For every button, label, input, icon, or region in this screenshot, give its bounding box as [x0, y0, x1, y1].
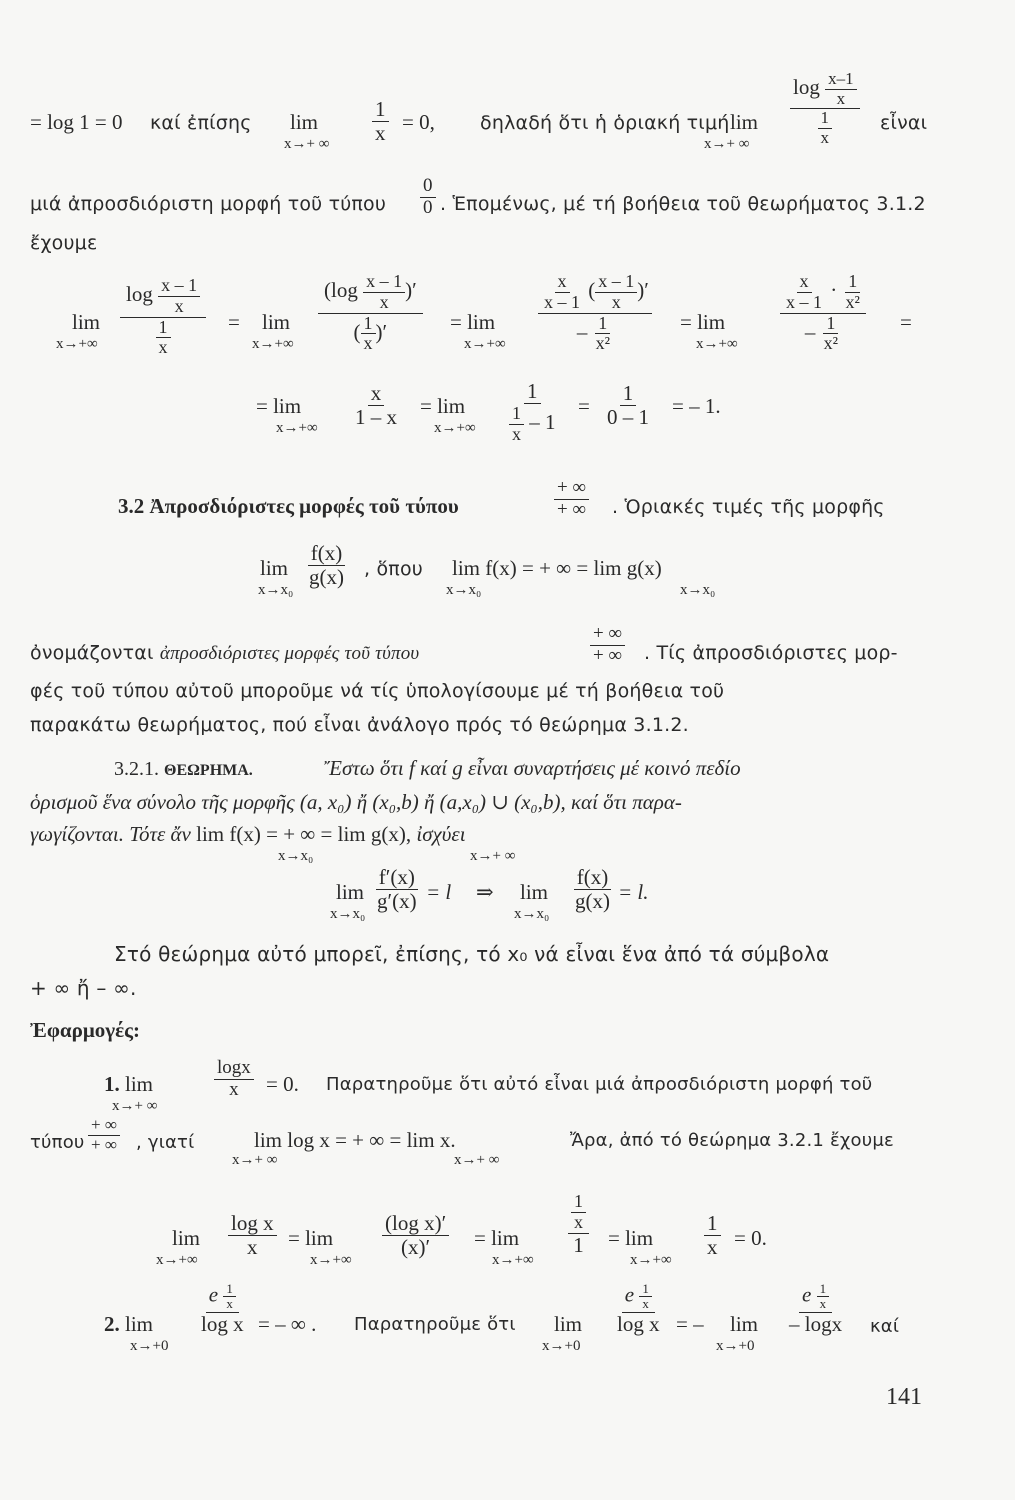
f1-sub3: x→x₀: [680, 582, 716, 598]
app1-l2-frac: $\frac{+ \infty}{+ \infty}$: [88, 1116, 120, 1154]
section-heading: 3.2 Ἀπροσδιόριστες μορφές τοῦ τύπου: [118, 494, 459, 518]
d1-lim2: lim: [262, 310, 291, 334]
theorem-lim2-sub: x→x₀: [514, 906, 550, 922]
app1-text: Παρατηροῦμε ὅτι αὐτό εἶναι μιά ἀπροσδιόριστη μορφή τοῦ: [326, 1074, 873, 1095]
app1-l2-a: τύπου: [30, 1132, 85, 1153]
app2-sub2: x→+0: [542, 1338, 581, 1354]
text-kai: καί ἐπίσης: [150, 112, 252, 134]
theorem-frac: $\frac{f(x)}{g(x)}$: [575, 865, 610, 914]
section-after: . Ὁριακές τιμές τῆς μορφῆς: [612, 496, 885, 518]
d1-sub: x→+∞: [56, 336, 98, 352]
theorem-eq-l2: = l.: [618, 880, 649, 904]
app1-l2-sub1: x→+ ∞: [232, 1152, 278, 1168]
theorem-eq-l: = l: [426, 880, 452, 904]
app1-d-frac3: $\frac{\frac{1}{x}}{1}$: [568, 1192, 589, 1257]
f1-condition: lim f(x) = + ∞ = lim g(x): [452, 556, 662, 580]
theorem-line3: γωγίζονται. Τότε ἄν lim f(x) = + ∞ = lim g(x), ἰσχύει: [30, 822, 466, 846]
d1-eq1: =: [228, 310, 240, 334]
d1-frac1: log $\frac{x - 1}{x}$ $\frac{1}{x}$: [120, 276, 206, 358]
app1-d-eq1: = lim: [288, 1226, 334, 1250]
lim-sub-2: x→+ ∞: [704, 136, 750, 152]
app2-lim3: lim: [730, 1312, 759, 1336]
app1-d-frac1: $\frac{\text{log x}}{x}$: [228, 1212, 277, 1259]
section-frac: $\frac{+ \infty}{+ \infty}$: [554, 478, 589, 521]
app2-eq2: = –: [676, 1312, 704, 1336]
theorem-sub2: x→+ ∞: [470, 848, 516, 864]
text-line2-b: . Ἑπομένως, μέ τή βοήθεια τοῦ θεωρήματος 3.1.2: [440, 193, 926, 215]
app1-sub: x→+ ∞: [112, 1098, 158, 1114]
big-fraction-1: log $\frac{x-1}{x}$ $\frac{1}{x}$: [790, 70, 860, 148]
app2-num: 2. lim: [104, 1312, 154, 1336]
theorem-implies: ⇒: [476, 880, 494, 904]
d2-frac3: $\frac{1}{0 - 1}$: [607, 381, 649, 430]
app1-frac: $\frac{\log x}{x}$: [214, 1058, 254, 1101]
text-line2: μιά ἀπροσδιόριστη μορφή τοῦ τύπου: [30, 193, 387, 215]
app2-text: Παρατηροῦμε ὅτι: [354, 1314, 516, 1335]
app1-eq: = 0.: [266, 1072, 299, 1096]
para1-line3: παρακάτω θεωρήματος, πού εἶναι ἀνάλογο πρός τό θεώρημα 3.1.2.: [30, 714, 689, 736]
f1-opou: , ὅπου: [364, 558, 423, 580]
app1-d-frac4: $\frac{1}{x}$: [704, 1212, 721, 1259]
app1-d-end: = 0.: [734, 1226, 767, 1250]
d2-sub: x→+∞: [276, 420, 318, 436]
app2-sub3: x→+0: [716, 1338, 755, 1354]
app1-d-eq3: = lim: [608, 1226, 654, 1250]
d1-eq2: = lim: [450, 310, 496, 334]
para1-line1-b: . Τίς ἀπροσδιόριστες μορ-: [644, 642, 898, 664]
eq-zero: = 0,: [402, 110, 435, 134]
app2-lim2: lim: [554, 1312, 583, 1336]
app1-d-lim1: lim: [172, 1226, 201, 1250]
d1-lim: lim: [72, 310, 101, 334]
f1-sub: x→x₀: [258, 582, 294, 598]
theorem-line1: Ἔστω ὅτι f καί g εἶναι συναρτήσεις μέ κοινό πεδίο: [324, 756, 741, 780]
frac-zero-zero: $\frac{0}{0}$: [420, 176, 436, 219]
app1-d-sub1: x→+∞: [156, 1252, 198, 1268]
app1-l2-c: lim log x = + ∞ = lim x.: [254, 1128, 456, 1152]
theorem-number: 3.2.1. ΘΕΩΡΗΜΑ.: [114, 758, 253, 780]
para2-line1: Στό θεώρημα αὐτό μπορεῖ, ἐπίσης, τό x₀ νά εἶναι ἕνα ἀπό τά σύμβολα: [114, 942, 830, 966]
app1-d-sub3: x→+∞: [492, 1252, 534, 1268]
d2-sub2: x→+∞: [434, 420, 476, 436]
app1-d-sub4: x→+∞: [630, 1252, 672, 1268]
text-exoume: ἔχουμε: [30, 232, 98, 254]
d2-result: = – 1.: [672, 394, 721, 418]
app1-d-sub2: x→+∞: [310, 1252, 352, 1268]
app1-l2-sub2: x→+ ∞: [454, 1152, 500, 1168]
fraction-1-x: $\frac{1}{x}$: [372, 98, 389, 145]
lim-label-2: lim: [730, 110, 759, 134]
d2-lim2: = lim: [420, 394, 466, 418]
d2-frac2: 1 $\frac{1}{x}$ – 1: [506, 380, 559, 445]
para1-line1: ὀνομάζονται ἀπροσδιόριστες μορφές τοῦ τύπου: [30, 642, 420, 664]
app2-frac3: e $\frac{1}{x}$ – logx: [789, 1281, 843, 1336]
app2-sub: x→+0: [130, 1338, 169, 1354]
app2-eq: = – ∞ .: [258, 1312, 317, 1336]
f1-sub2: x→x₀: [446, 582, 482, 598]
theorem-lim1-sub: x→x₀: [330, 906, 366, 922]
d1-frac3: $\frac{x}{x - 1}$ ( $\frac{x - 1}{x}$ )′ – $\frac{1}{\text{x²}}$: [538, 272, 652, 354]
app1-num: 1. lim: [104, 1072, 154, 1096]
text-einai: εἶναι: [880, 112, 928, 134]
f1-lim: lim: [260, 556, 289, 580]
theorem-lim2: lim: [520, 880, 549, 904]
d1-frac4: $\frac{x}{x - 1}$ · $\frac{1}{\text{x²}}$ – $\frac{1}{\text{x²}}$: [780, 272, 866, 354]
theorem-lim1: lim: [336, 880, 365, 904]
app2-kai: καί: [870, 1316, 900, 1337]
d2-lim: = lim: [256, 394, 302, 418]
f1-frac: $\frac{f(x)}{g(x)}$: [309, 541, 344, 590]
d2-frac1: $\frac{x}{1 - x}$: [355, 381, 397, 430]
d1-frac2: (log $\frac{x - 1}{x}$ )′ ( $\frac{1}{x}$ )′: [318, 272, 423, 354]
para1-frac: $\frac{+ \infty}{+ \infty}$: [590, 624, 625, 667]
app2-frac2: e $\frac{1}{x}$ log x: [617, 1281, 660, 1336]
para1-line2: φές τοῦ τύπου αὐτοῦ μποροῦμε νά τίς ὑπολογίσουμε μέ τή βοήθεια τοῦ: [30, 680, 725, 702]
d1-sub4: x→+∞: [696, 336, 738, 352]
d1-sub3: x→+∞: [464, 336, 506, 352]
para2-line2: + ∞ ἤ – ∞.: [30, 976, 137, 1000]
theorem-frac-prime: $\frac{f'(x)}{g'(x)}$: [377, 865, 417, 914]
lim-sub: x→+ ∞: [284, 136, 330, 152]
text-dilad: δηλαδή ὅτι ἡ ὁριακή τιμή: [480, 112, 730, 134]
d1-sub2: x→+∞: [252, 336, 294, 352]
d1-eq3: = lim: [680, 310, 726, 334]
theorem-line2: ὁρισμοῦ ἕνα σύνολο τῆς μορφῆς (a, x₀) ἤ (x₀,b) ἤ (a,x₀) ∪ (x₀,b), καί ὅτι παρα-: [30, 790, 682, 814]
applications-title: Ἐφαρμογές:: [30, 1018, 140, 1042]
app1-l2-b: , γιατί: [136, 1132, 195, 1153]
eq-log1: = log 1 = 0: [30, 110, 123, 134]
d1-eq4: =: [900, 310, 912, 334]
lim-label: lim: [290, 110, 319, 134]
d2-eq: =: [578, 394, 590, 418]
app2-frac1: e $\frac{1}{x}$ log x: [201, 1281, 244, 1336]
theorem-sub1: x→x₀: [278, 848, 314, 864]
app1-d-eq2: = lim: [474, 1226, 520, 1250]
app1-d-frac2: $\frac{\text{(log x)′}}{(x)'}$: [382, 1212, 449, 1259]
page-number: 141: [886, 1384, 922, 1410]
app1-l2-d: Ἄρα, ἀπό τό θεώρημα 3.2.1 ἔχουμε: [570, 1130, 894, 1151]
